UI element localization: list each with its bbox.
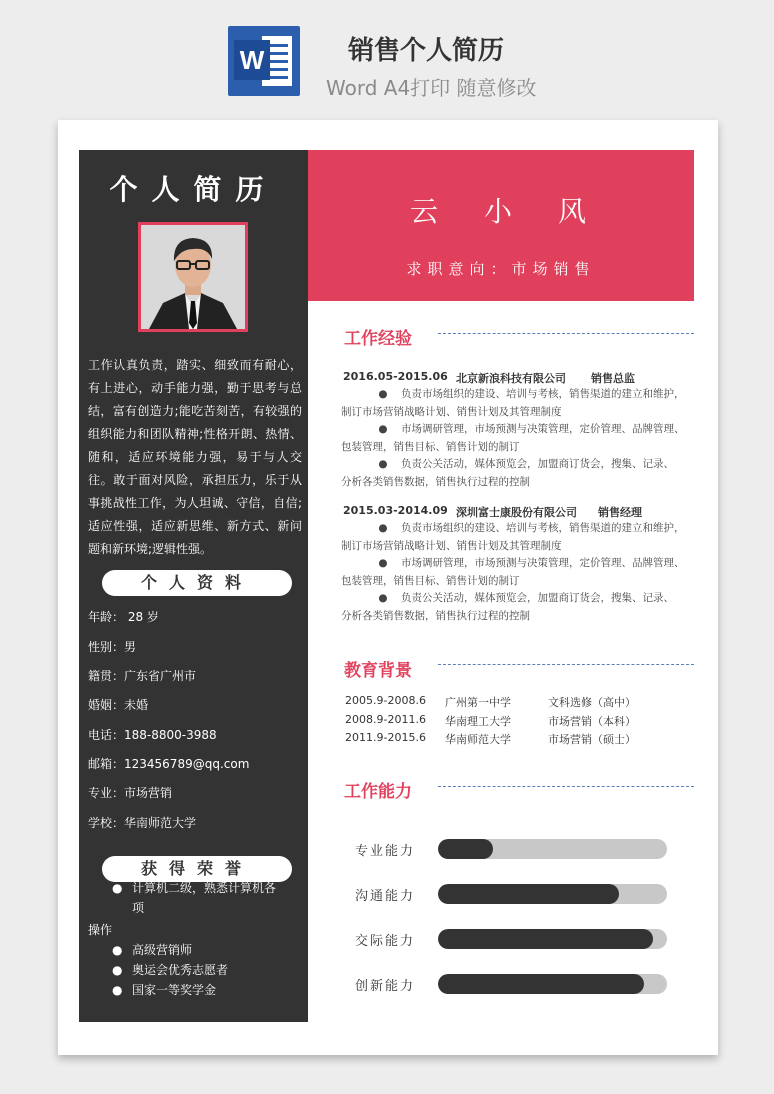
job-duties-1: ● 负责市场组织的建设、培训与考核，销售渠道的建立和维护， 制订市场营销战略计划、销售计划及其管理制度 ● 市场调研管理，市场预测与决策管理，定价管理、品牌管理、 包装管理，销售目标、销售计划的制订 ● 负责公关活动，媒体预览会，加盟商订货会，搜集、记录、 分析各类销售数据，销售执行过程的控制	[365, 386, 690, 491]
profile-gender: 性别：男	[88, 640, 137, 654]
list-item: ● 市场调研管理，市场预测与决策管理，定价管理、品牌管理、	[378, 557, 685, 569]
skill-bar	[438, 884, 667, 904]
section-divider	[438, 333, 694, 334]
skill-label: 交际能力	[355, 934, 416, 949]
profile-hometown: 籍贯：广东省广州市	[88, 669, 197, 683]
skill-label: 创新能力	[355, 979, 416, 994]
list-item: ● 负责市场组织的建设、培训与考核，销售渠道的建立和维护，	[378, 522, 685, 534]
section-divider	[438, 786, 694, 787]
skill-label: 沟通能力	[355, 889, 416, 904]
banner-title: 销售个人简历	[348, 36, 505, 66]
word-icon	[228, 26, 300, 96]
banner-subtitle: Word A4打印 随意修改	[326, 76, 537, 100]
education-section-title: 教育背景	[344, 661, 412, 681]
profile-age: 年龄： 28 岁	[88, 610, 159, 624]
profile-school: 学校：华南师范大学	[88, 816, 197, 830]
page-banner	[0, 0, 774, 110]
list-item: ● 奥运会优秀志愿者	[112, 963, 229, 977]
candidate-name: 云小风	[409, 195, 632, 228]
skill-bar	[438, 839, 667, 859]
list-item: 操作	[88, 923, 113, 937]
list-item: ● 计算机二级，熟悉计算机各项	[112, 881, 277, 915]
list-item: ● 负责市场组织的建设、培训与考核，销售渠道的建立和维护，	[378, 388, 685, 400]
skill-bar-fill	[438, 974, 644, 994]
skill-bar-fill	[438, 884, 619, 904]
work-section-title: 工作经验	[344, 329, 412, 349]
skill-bar-fill	[438, 929, 653, 949]
name-header	[308, 150, 694, 301]
self-introduction: 工作认真负责，踏实、细致而有耐心，有上进心，动手能力强，勤于思考与总结，富有创造力;能吃苦刻苦，有较强的组织能力和团队精神;性格开朗、热情、随和，适应环境能力强，易于与人交往。敢于面对风险，承担压力，乐于从事挑战性工作，为人坦诚、守信，自信;适应性强，适应新思维、新方式、新问题和新环境;逻辑性强。	[88, 358, 302, 556]
word-icon-letter: W	[234, 40, 270, 80]
honors-list	[88, 878, 283, 1000]
resume-page: 个人简历 工作认真负责，踏实、细致而有耐心，有上进心，动手能力强，勤于思考与总结，富有创造力;能吃苦刻苦，有较强的组织能力和团队精神;性格开朗、热情、随和，适应环境能力强，易于与人交往。敢于面对风险，承担压力，乐于从事挑战性工作，为人坦诚、守信，自信;适应性强，适应新思维、新方式、新问题和新环境;逻辑性强。 个人资料 年龄： 28 岁 性别：男 籍贯：广东省广州市 婚姻：未婚 电话：188-8800-3988 邮箱：123456789@qq.com 专业：市场营销 学校：华南师范大学 获得荣誉 ● 计算机二级，熟悉计算机各项 操作 ● 高级营销师 ● 奥运会优秀志愿者 ● 国家一等奖学金 云小风 求职意向：市场销售 工作经验 2016.05-2015.06 北京新浪科技有限公司 销售总监 ● 负责市场组织的建设、培训与考核，销售渠道的建立和维护， 制订市场营销战略计划、销售计划及其管理制度 ● 市场调研管理，市场预测与决策管理，定价管理、品牌管理、 包装管理，销售目标、销售计划的制订 ● 负责公关活动，媒体预览会，加盟商订货会，搜集、记录、 分析各类销售数据，销售执行过程的控制 2015.03-2014.09 深圳富士康股份有限公司 销售经理 ● 负责市场组织的建设、培训与考核，销售渠道的建立和维护， 制订市场营销战略计划、销售计划及其管理制度 ● 市场调研管理，市场预测与决策管理，定价管理、品牌管理、 包装管理，销售目标、销售计划的制订 ● 负责公关活动，媒体预览会，加盟商订货会，搜集、记录、 分析各类销售数据，销售执行过程的控制 教育背景 2005.9-2008.6 广州第一中学 文科选修（高中） 2008.9-2011.6 华南理工大学 市场营销（本科） 2011.9-2015.6 华南师范大学 市场营销（硕士） 工作能力 专业能力 沟通能力 交际能力 创新能力	[58, 120, 718, 1055]
skill-bar	[438, 974, 667, 994]
job-intent: 求职意向：市场销售	[406, 260, 596, 278]
profile-phone: 电话：188-8800-3988	[88, 728, 217, 742]
list-item: ● 负责公关活动，媒体预览会，加盟商订货会，搜集、记录、	[378, 458, 674, 470]
profile-email: 邮箱：123456789@qq.com	[88, 757, 250, 771]
skills-section-title: 工作能力	[344, 782, 412, 802]
profile-photo	[138, 222, 248, 332]
list-item: ● 负责公关活动，媒体预览会，加盟商订货会，搜集、记录、	[378, 592, 674, 604]
skill-bar	[438, 929, 667, 949]
skill-bar-fill	[438, 839, 493, 859]
profile-marital: 婚姻：未婚	[88, 698, 149, 712]
skill-label: 专业能力	[355, 844, 416, 859]
list-item: ● 高级营销师	[112, 943, 193, 957]
sidebar-title: 个人简历	[109, 173, 278, 206]
section-divider	[438, 664, 694, 665]
list-item: ● 市场调研管理，市场预测与决策管理，定价管理、品牌管理、	[378, 423, 685, 435]
job-duties-2: ● 负责市场组织的建设、培训与考核，销售渠道的建立和维护， 制订市场营销战略计划、销售计划及其管理制度 ● 市场调研管理，市场预测与决策管理，定价管理、品牌管理、 包装管理，销售目标、销售计划的制订 ● 负责公关活动，媒体预览会，加盟商订货会，搜集、记录、 分析各类销售数据，销售执行过程的控制	[365, 520, 690, 625]
profile-major: 专业：市场营销	[88, 786, 173, 800]
list-item: ● 国家一等奖学金	[112, 983, 217, 997]
profile-heading: 个人资料	[102, 570, 292, 596]
honors-heading: 获得荣誉	[102, 856, 292, 882]
